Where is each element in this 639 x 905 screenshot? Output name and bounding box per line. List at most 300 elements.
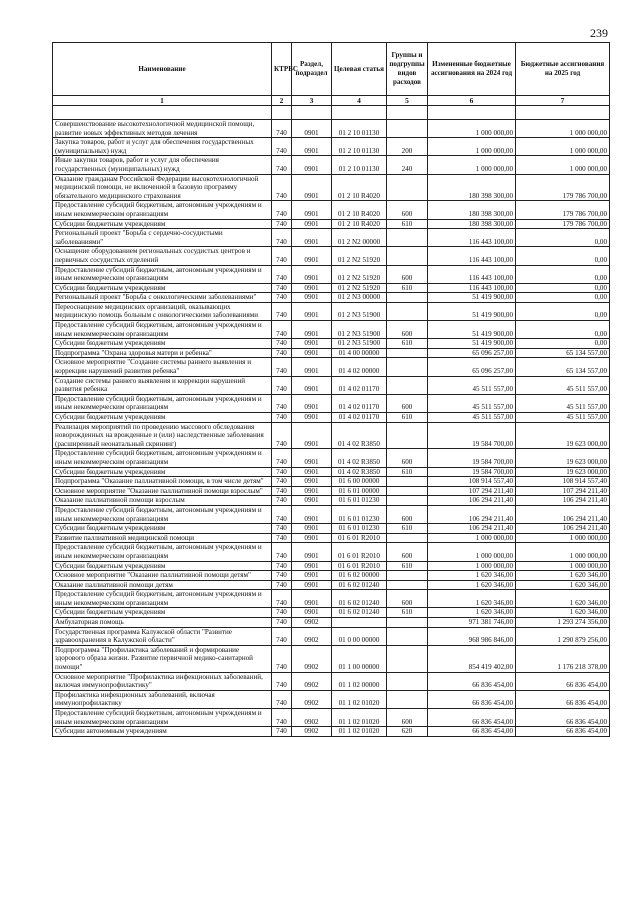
row-ktrbs: 740	[272, 727, 292, 737]
row-amount-2025: 106 294 211,40	[516, 505, 610, 523]
row-ktrbs: 740	[272, 422, 292, 449]
table-row	[53, 120, 610, 138]
row-amount-2024: 66 836 454,00	[428, 672, 516, 690]
row-amount-2025: 66 836 454,00	[516, 727, 610, 737]
table-row	[53, 302, 610, 320]
table-row	[53, 174, 610, 201]
table-row	[53, 219, 610, 229]
row-name: Предоставление субсидий бюджетным, автономным учреждениям и иным некоммерческим организациям	[53, 201, 272, 219]
row-section: 0901	[292, 608, 332, 618]
row-target: 01 1 02 01020	[332, 709, 387, 727]
row-section: 0901	[292, 449, 332, 467]
row-section: 0901	[292, 533, 332, 543]
row-target: 01 4 02 00000	[332, 358, 387, 376]
spacer-row	[53, 106, 610, 120]
row-group: 600	[387, 709, 428, 727]
header-group: Группы и подгруппы видов расходов	[387, 43, 428, 96]
row-section: 0901	[292, 229, 332, 247]
table-row	[53, 533, 610, 543]
row-target: 01 4 02 R3850	[332, 422, 387, 449]
row-name: Основное мероприятие "Профилактика инфекционных заболеваний, включая иммунопрофилактику"	[53, 672, 272, 690]
row-amount-2024: 1 000 000,00	[428, 561, 516, 571]
table-row	[53, 486, 610, 496]
row-amount-2025: 66 836 454,00	[516, 672, 610, 690]
row-group: 600	[387, 394, 428, 412]
row-target: 01 6 02 00000	[332, 571, 387, 581]
col-number: 6	[428, 96, 516, 106]
row-group: 600	[387, 321, 428, 339]
table-row	[53, 247, 610, 265]
row-group	[387, 229, 428, 247]
row-ktrbs: 740	[272, 394, 292, 412]
table-row	[53, 467, 610, 477]
row-name: Субсидии бюджетным учреждениям	[53, 283, 272, 293]
row-amount-2024: 1 620 346,00	[428, 590, 516, 608]
row-section: 0901	[292, 302, 332, 320]
row-ktrbs: 740	[272, 505, 292, 523]
table-row	[53, 376, 610, 394]
row-target: 01 2 10 R4020	[332, 201, 387, 219]
row-group: 610	[387, 608, 428, 618]
col-number: 1	[53, 96, 272, 106]
row-amount-2024: 51 419 900,00	[428, 302, 516, 320]
row-amount-2024: 116 443 100,00	[428, 229, 516, 247]
row-name: Предоставление субсидий бюджетным, автономным учреждениям и иным некоммерческим организациям	[53, 265, 272, 283]
row-ktrbs: 740	[272, 709, 292, 727]
row-amount-2024: 19 584 700,00	[428, 449, 516, 467]
row-section: 0901	[292, 265, 332, 283]
row-section: 0901	[292, 496, 332, 506]
row-amount-2024: 180 398 300,00	[428, 174, 516, 201]
row-name: Предоставление субсидий бюджетным, автономным учреждениям и иным некоммерческим организациям	[53, 505, 272, 523]
row-group	[387, 672, 428, 690]
row-group	[387, 477, 428, 487]
row-ktrbs: 740	[272, 690, 292, 708]
table-row	[53, 561, 610, 571]
table-row	[53, 293, 610, 303]
row-ktrbs: 740	[272, 672, 292, 690]
row-amount-2024: 106 294 211,40	[428, 524, 516, 534]
row-group: 200	[387, 138, 428, 156]
row-name: Переоснащение медицинских организаций, оказывающих медицинскую помощь больным с онкологическими заболеваниями	[53, 302, 272, 320]
row-group	[387, 422, 428, 449]
row-amount-2024: 45 511 557,00	[428, 413, 516, 423]
row-amount-2025: 45 511 557,00	[516, 413, 610, 423]
row-ktrbs: 740	[272, 229, 292, 247]
row-name: Оказание гражданам Российской Федерации высокотехнологичной медицинской помощи, не включенной в базовую программу обязательного медицинского страхования	[53, 174, 272, 201]
row-amount-2024: 65 096 257,00	[428, 348, 516, 358]
row-group: 610	[387, 467, 428, 477]
row-target: 01 6 01 R2010	[332, 533, 387, 543]
row-group	[387, 120, 428, 138]
row-target	[332, 618, 387, 628]
row-ktrbs: 740	[272, 533, 292, 543]
row-amount-2024: 45 511 557,00	[428, 394, 516, 412]
row-name: Основное мероприятие "Оказание паллиативной помощи детям"	[53, 571, 272, 581]
table-row	[53, 690, 610, 708]
table-row	[53, 645, 610, 672]
table-header-row	[53, 43, 610, 96]
row-section: 0901	[292, 219, 332, 229]
row-amount-2025: 1 620 346,00	[516, 590, 610, 608]
row-amount-2024: 66 836 454,00	[428, 727, 516, 737]
table-row	[53, 201, 610, 219]
row-amount-2025: 1 620 346,00	[516, 571, 610, 581]
row-ktrbs: 740	[272, 247, 292, 265]
row-amount-2024: 180 398 300,00	[428, 201, 516, 219]
row-ktrbs: 740	[272, 496, 292, 506]
row-target: 01 2 N2 51920	[332, 247, 387, 265]
table-row	[53, 727, 610, 737]
row-target: 01 6 01 01230	[332, 524, 387, 534]
row-section: 0901	[292, 156, 332, 174]
row-ktrbs: 740	[272, 293, 292, 303]
table-row	[53, 618, 610, 628]
row-amount-2025: 0,00	[516, 302, 610, 320]
row-group: 620	[387, 727, 428, 737]
row-amount-2025: 106 294 211,40	[516, 496, 610, 506]
row-ktrbs: 740	[272, 413, 292, 423]
table-row	[53, 283, 610, 293]
row-name: Предоставление субсидий бюджетным, автономным учреждениям и иным некоммерческим организациям	[53, 709, 272, 727]
row-target: 01 2 10 R4020	[332, 219, 387, 229]
row-ktrbs: 740	[272, 608, 292, 618]
row-name: Региональный проект "Борьба с сердечно-сосудистыми заболеваниями"	[53, 229, 272, 247]
row-target: 01 6 02 01240	[332, 590, 387, 608]
row-target: 01 6 02 01240	[332, 608, 387, 618]
row-ktrbs: 740	[272, 580, 292, 590]
row-target: 01 6 01 R2010	[332, 561, 387, 571]
row-amount-2024: 180 398 300,00	[428, 219, 516, 229]
row-amount-2024: 65 096 257,00	[428, 358, 516, 376]
table-row	[53, 422, 610, 449]
row-group	[387, 580, 428, 590]
row-name: Предоставление субсидий бюджетным, автономным учреждениям и иным некоммерческим организациям	[53, 449, 272, 467]
table-row	[53, 608, 610, 618]
row-target: 01 2 N2 00000	[332, 229, 387, 247]
row-name: Развитие паллиативной медицинской помощи	[53, 533, 272, 543]
row-target: 01 2 N3 00000	[332, 293, 387, 303]
row-amount-2024: 1 000 000,00	[428, 120, 516, 138]
row-amount-2025: 65 134 557,00	[516, 348, 610, 358]
table-row	[53, 229, 610, 247]
row-ktrbs: 740	[272, 302, 292, 320]
table-row	[53, 709, 610, 727]
row-ktrbs: 740	[272, 467, 292, 477]
row-amount-2024: 854 419 402,00	[428, 645, 516, 672]
row-amount-2024: 1 000 000,00	[428, 138, 516, 156]
row-ktrbs: 740	[272, 358, 292, 376]
row-group	[387, 627, 428, 645]
row-amount-2025: 179 786 700,00	[516, 201, 610, 219]
row-amount-2025: 179 786 700,00	[516, 219, 610, 229]
row-ktrbs: 740	[272, 321, 292, 339]
row-group: 240	[387, 156, 428, 174]
table-row	[53, 413, 610, 423]
header-target: Целевая статья	[332, 43, 387, 96]
row-target: 01 4 00 00000	[332, 348, 387, 358]
row-amount-2024: 45 511 557,00	[428, 376, 516, 394]
row-section: 0901	[292, 543, 332, 561]
row-name: Субсидии бюджетным учреждениям	[53, 413, 272, 423]
row-section: 0901	[292, 561, 332, 571]
row-target: 01 0 00 00000	[332, 627, 387, 645]
row-ktrbs: 740	[272, 138, 292, 156]
table-row	[53, 265, 610, 283]
row-amount-2025: 1 176 218 378,00	[516, 645, 610, 672]
table-row	[53, 339, 610, 349]
table-row	[53, 505, 610, 523]
row-target: 01 2 N3 51900	[332, 321, 387, 339]
row-amount-2025: 1 000 000,00	[516, 138, 610, 156]
row-amount-2024: 51 419 900,00	[428, 293, 516, 303]
header-2024: Измененные бюджетные ассигнования на 2024 год	[428, 43, 516, 96]
row-target: 01 2 10 01130	[332, 138, 387, 156]
row-target: 01 1 02 01020	[332, 727, 387, 737]
row-ktrbs: 740	[272, 174, 292, 201]
row-amount-2024: 116 443 100,00	[428, 283, 516, 293]
row-ktrbs: 740	[272, 120, 292, 138]
row-amount-2025: 179 786 700,00	[516, 174, 610, 201]
row-group: 610	[387, 219, 428, 229]
header-section: Раздел, подраздел	[292, 43, 332, 96]
row-target: 01 2 N3 51900	[332, 302, 387, 320]
row-amount-2025: 0,00	[516, 339, 610, 349]
table-row	[53, 672, 610, 690]
row-name: Субсидии бюджетным учреждениям	[53, 608, 272, 618]
row-section: 0901	[292, 505, 332, 523]
col-number: 7	[516, 96, 610, 106]
table-row	[53, 394, 610, 412]
row-amount-2025: 1 000 000,00	[516, 120, 610, 138]
row-amount-2024: 106 294 211,40	[428, 496, 516, 506]
row-amount-2024: 106 294 211,40	[428, 505, 516, 523]
table-row	[53, 358, 610, 376]
row-section: 0901	[292, 394, 332, 412]
row-target: 01 4 02 01170	[332, 413, 387, 423]
row-section: 0901	[292, 477, 332, 487]
row-target: 01 2 N2 51920	[332, 265, 387, 283]
col-number: 2	[272, 96, 292, 106]
row-amount-2025: 1 290 879 256,00	[516, 627, 610, 645]
row-section: 0901	[292, 120, 332, 138]
row-amount-2024: 51 419 900,00	[428, 339, 516, 349]
row-group	[387, 533, 428, 543]
row-amount-2025: 1 000 000,00	[516, 156, 610, 174]
row-amount-2024: 19 584 700,00	[428, 467, 516, 477]
row-section: 0901	[292, 321, 332, 339]
row-amount-2025: 1 000 000,00	[516, 561, 610, 571]
row-section: 0901	[292, 348, 332, 358]
row-ktrbs: 740	[272, 201, 292, 219]
row-section: 0902	[292, 627, 332, 645]
table-row	[53, 524, 610, 534]
row-target: 01 2 10 01130	[332, 156, 387, 174]
row-name: Создание системы раннего выявления и коррекции нарушений развития ребенка	[53, 376, 272, 394]
row-name: Субсидии бюджетным учреждениям	[53, 467, 272, 477]
row-amount-2025: 1 620 346,00	[516, 608, 610, 618]
row-group	[387, 376, 428, 394]
row-amount-2025: 1 000 000,00	[516, 543, 610, 561]
row-ktrbs: 740	[272, 265, 292, 283]
row-section: 0902	[292, 690, 332, 708]
row-section: 0902	[292, 645, 332, 672]
row-ktrbs: 740	[272, 283, 292, 293]
row-target: 01 6 01 00000	[332, 486, 387, 496]
row-target: 01 6 02 01240	[332, 580, 387, 590]
row-amount-2024: 1 620 346,00	[428, 571, 516, 581]
row-name: Государственная программа Калужской области "Развитие здравоохранения в Калужской области"	[53, 627, 272, 645]
row-amount-2024: 968 986 846,00	[428, 627, 516, 645]
table-row	[53, 449, 610, 467]
row-amount-2024: 107 294 211,40	[428, 486, 516, 496]
header-name: Наименование	[53, 43, 272, 96]
table-row	[53, 627, 610, 645]
row-target: 01 1 00 00000	[332, 645, 387, 672]
row-amount-2024: 19 584 700,00	[428, 422, 516, 449]
table-row	[53, 321, 610, 339]
row-target: 01 4 02 01170	[332, 394, 387, 412]
row-section: 0901	[292, 376, 332, 394]
row-ktrbs: 740	[272, 339, 292, 349]
row-target: 01 2 10 R4020	[332, 174, 387, 201]
header-2025: Бюджетные ассигнования на 2025 год	[516, 43, 610, 96]
row-name: Предоставление субсидий бюджетным, автономным учреждениям и иным некоммерческим организациям	[53, 321, 272, 339]
row-group	[387, 690, 428, 708]
table-row	[53, 571, 610, 581]
row-name: Субсидии бюджетным учреждениям	[53, 339, 272, 349]
table-row	[53, 348, 610, 358]
col-number: 4	[332, 96, 387, 106]
row-ktrbs: 740	[272, 645, 292, 672]
row-target: 01 6 01 01230	[332, 496, 387, 506]
table-row	[53, 580, 610, 590]
row-ktrbs: 740	[272, 590, 292, 608]
row-ktrbs: 740	[272, 618, 292, 628]
row-amount-2025: 0,00	[516, 229, 610, 247]
row-target: 01 4 02 01170	[332, 376, 387, 394]
row-section: 0901	[292, 201, 332, 219]
row-group	[387, 486, 428, 496]
col-number: 3	[292, 96, 332, 106]
row-amount-2025: 45 511 557,00	[516, 394, 610, 412]
row-group: 610	[387, 339, 428, 349]
row-amount-2024: 1 000 000,00	[428, 533, 516, 543]
row-group: 600	[387, 265, 428, 283]
row-group	[387, 302, 428, 320]
row-name: Предоставление субсидий бюджетным, автономным учреждениям и иным некоммерческим организациям	[53, 543, 272, 561]
row-name: Субсидии бюджетным учреждениям	[53, 524, 272, 534]
row-section: 0901	[292, 339, 332, 349]
row-name: Оказание паллиативной помощи детям	[53, 580, 272, 590]
row-target: 01 2 N2 51920	[332, 283, 387, 293]
row-group	[387, 174, 428, 201]
row-group	[387, 618, 428, 628]
row-section: 0901	[292, 413, 332, 423]
row-amount-2025: 1 000 000,00	[516, 533, 610, 543]
row-amount-2025: 19 623 000,00	[516, 422, 610, 449]
row-group	[387, 496, 428, 506]
row-name: Субсидии бюджетным учреждениям	[53, 219, 272, 229]
row-name: Иные закупки товаров, работ и услуг для обеспечения государственных (муниципальных) нужд	[53, 156, 272, 174]
row-target: 01 1 02 01020	[332, 690, 387, 708]
row-name: Предоставление субсидий бюджетным, автономным учреждениям и иным некоммерческим организациям	[53, 590, 272, 608]
row-name: Профилактика инфекционных заболеваний, включая иммунопрофилактику	[53, 690, 272, 708]
row-target: 01 2 N3 51900	[332, 339, 387, 349]
row-ktrbs: 740	[272, 376, 292, 394]
row-amount-2025: 45 511 557,00	[516, 376, 610, 394]
row-group: 610	[387, 283, 428, 293]
row-target: 01 1 02 00000	[332, 672, 387, 690]
header-ktrbs: КТРБС	[272, 43, 292, 96]
row-ktrbs: 740	[272, 627, 292, 645]
row-name: Подпрограмма "Профилактика заболеваний и формирование здорового образа жизни. Развитие первичной медико-санитарной помощи"	[53, 645, 272, 672]
row-amount-2025: 0,00	[516, 265, 610, 283]
row-amount-2024: 51 419 900,00	[428, 321, 516, 339]
table-row	[53, 138, 610, 156]
row-ktrbs: 740	[272, 477, 292, 487]
row-section: 0901	[292, 524, 332, 534]
table-row	[53, 590, 610, 608]
row-amount-2025: 0,00	[516, 293, 610, 303]
row-group	[387, 358, 428, 376]
row-ktrbs: 740	[272, 561, 292, 571]
row-amount-2024: 1 620 346,00	[428, 580, 516, 590]
table-row	[53, 496, 610, 506]
row-amount-2024: 1 000 000,00	[428, 156, 516, 174]
row-section: 0902	[292, 672, 332, 690]
row-name: Оказание паллиативной помощи взрослым	[53, 496, 272, 506]
row-amount-2025: 0,00	[516, 247, 610, 265]
row-target: 01 2 10 01130	[332, 120, 387, 138]
row-name: Реализация мероприятий по проведению массового обследования новорожденных на врожденные и (или) наследственные заболевания (расширенный неонатальный скрининг)	[53, 422, 272, 449]
row-amount-2025: 107 294 211,40	[516, 486, 610, 496]
row-group	[387, 645, 428, 672]
row-target: 01 6 01 R2010	[332, 543, 387, 561]
row-amount-2025: 66 836 454,00	[516, 690, 610, 708]
row-ktrbs: 740	[272, 156, 292, 174]
row-group: 600	[387, 505, 428, 523]
budget-table	[52, 42, 610, 737]
row-section: 0901	[292, 590, 332, 608]
row-section: 0902	[292, 709, 332, 727]
row-group	[387, 571, 428, 581]
row-section: 0901	[292, 138, 332, 156]
row-ktrbs: 740	[272, 543, 292, 561]
row-section: 0901	[292, 174, 332, 201]
row-amount-2024: 971 381 746,00	[428, 618, 516, 628]
row-group: 600	[387, 590, 428, 608]
row-amount-2025: 19 623 000,00	[516, 467, 610, 477]
row-amount-2024: 1 000 000,00	[428, 543, 516, 561]
row-group: 600	[387, 449, 428, 467]
row-amount-2025: 0,00	[516, 283, 610, 293]
table-row	[53, 156, 610, 174]
row-group: 600	[387, 543, 428, 561]
row-group: 610	[387, 561, 428, 571]
row-section: 0901	[292, 486, 332, 496]
row-group: 600	[387, 201, 428, 219]
row-amount-2025: 1 620 346,00	[516, 580, 610, 590]
row-amount-2024: 116 443 100,00	[428, 247, 516, 265]
row-name: Совершенствование высокотехнологичной медицинской помощи, развитие новых эффективных методов лечения	[53, 120, 272, 138]
row-name: Предоставление субсидий бюджетным, автономным учреждениям и иным некоммерческим организациям	[53, 394, 272, 412]
row-amount-2024: 66 836 454,00	[428, 690, 516, 708]
row-name: Основное мероприятие "Оказание паллиативной помощи взрослым"	[53, 486, 272, 496]
row-amount-2024: 1 620 346,00	[428, 608, 516, 618]
row-amount-2025: 1 293 274 356,00	[516, 618, 610, 628]
row-amount-2025: 65 134 557,00	[516, 358, 610, 376]
